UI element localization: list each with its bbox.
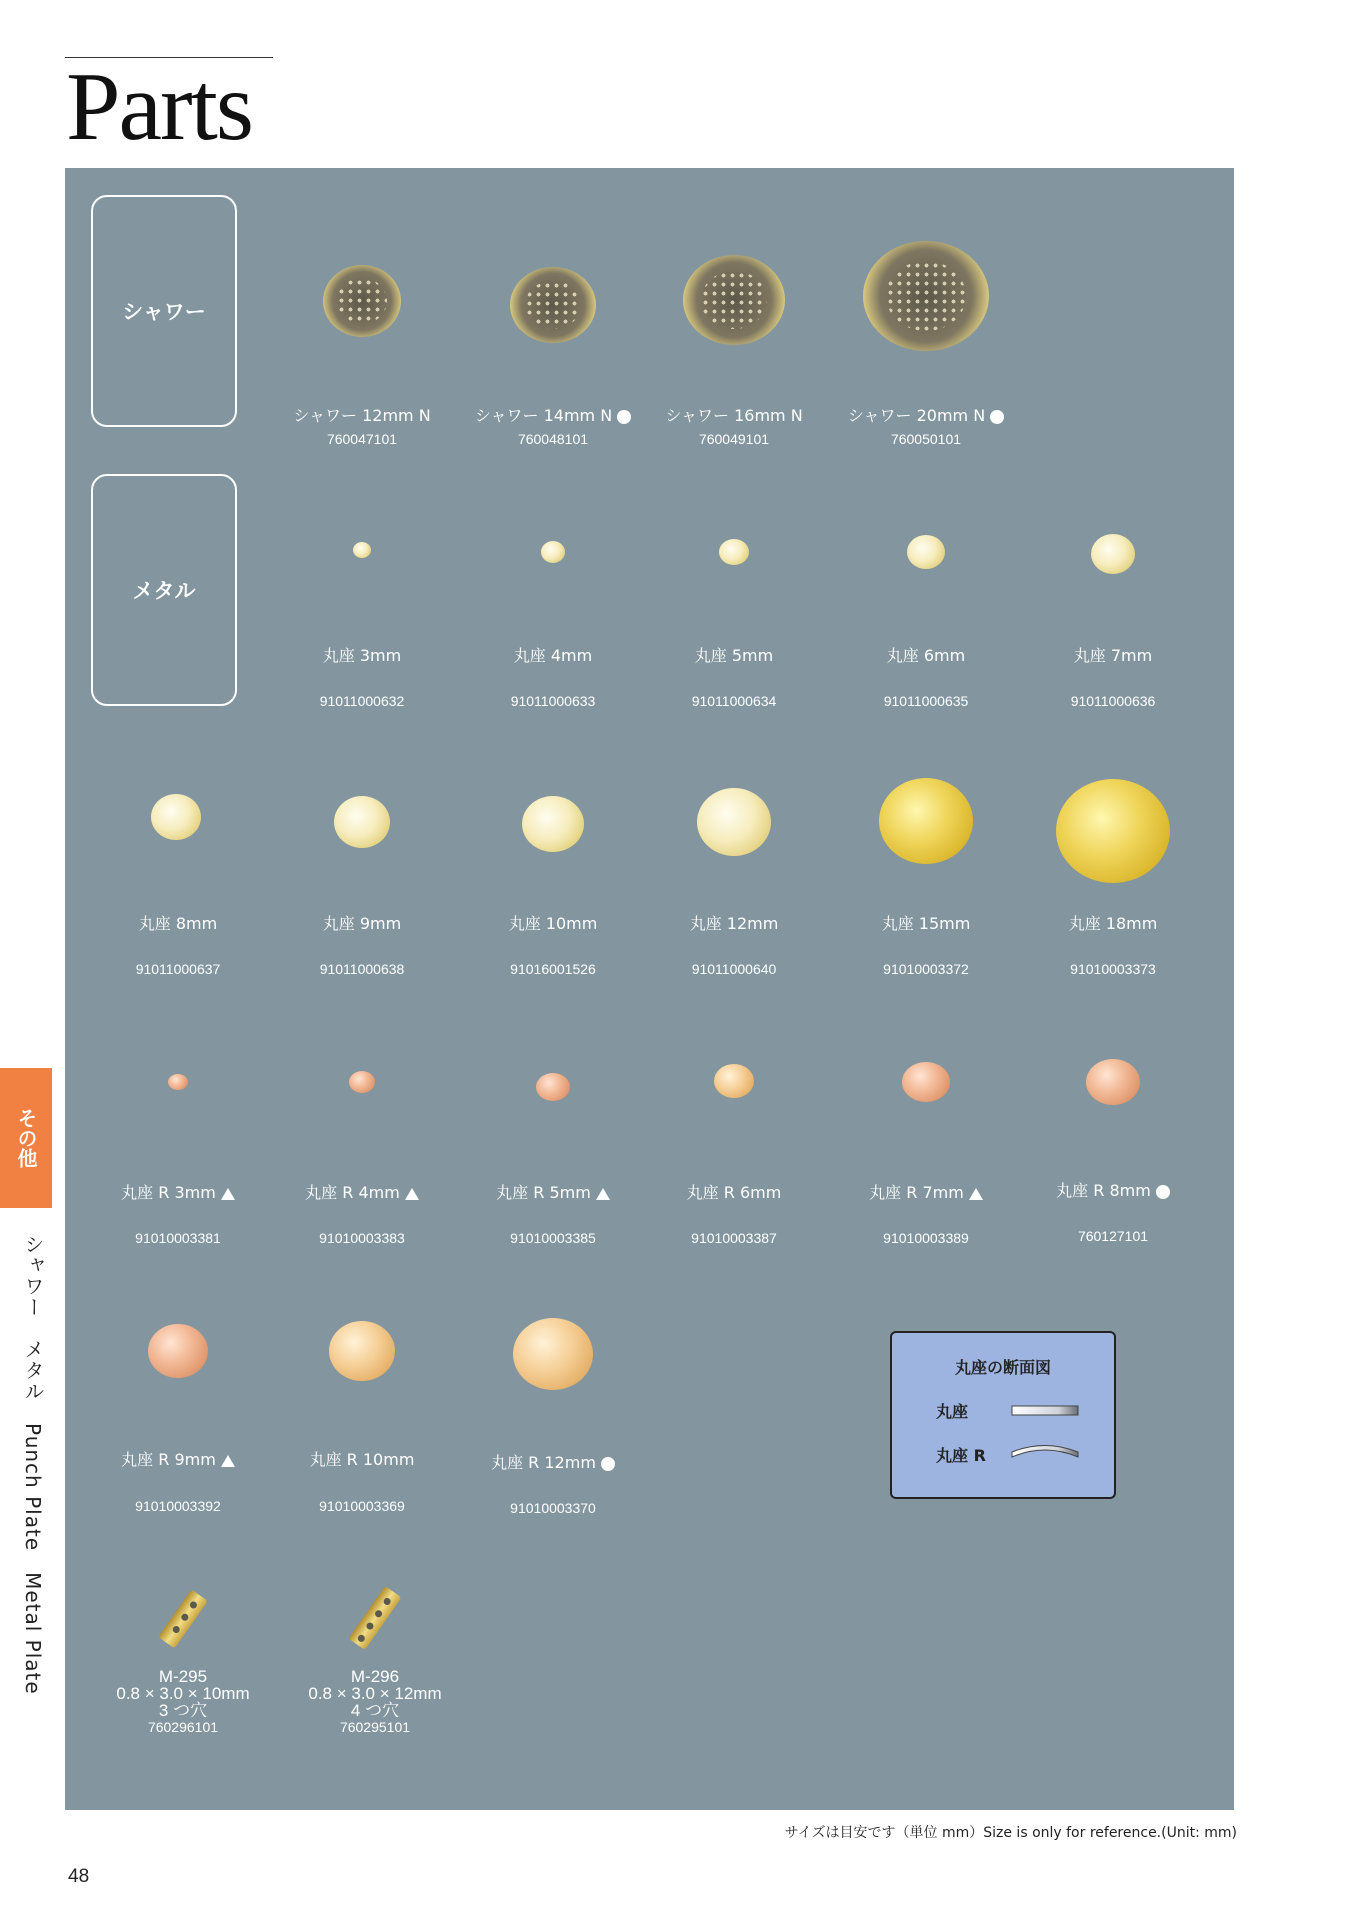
- metal-disc-image: [329, 1321, 395, 1381]
- page-title: Parts: [66, 53, 252, 161]
- product-name: 丸座 R 8mm: [1013, 1178, 1213, 1201]
- metal-disc-image: [541, 541, 565, 563]
- circle-mark-icon: [1156, 1185, 1170, 1199]
- product-name: 丸座 12mm: [689, 914, 779, 933]
- product-name: 丸座 6mm: [886, 646, 966, 665]
- category-shower-label: シャワー: [122, 300, 206, 324]
- product-name: 丸座 15mm: [881, 914, 971, 933]
- product-name: 丸座 18mm: [1068, 914, 1158, 933]
- metal-disc-image: [148, 1324, 208, 1378]
- product-code: 760048101: [517, 431, 589, 447]
- product-name: 丸座 R 10mm: [309, 1450, 415, 1469]
- curved-section-icon: [1010, 1443, 1082, 1463]
- metal-disc-image: [697, 788, 771, 856]
- parts-panel: [65, 168, 1234, 1810]
- product-name: シャワー 14mm N: [453, 403, 653, 426]
- shower-image: [863, 241, 989, 351]
- product-code: 91010003381: [135, 1230, 221, 1246]
- product-code: 760047101: [326, 431, 398, 447]
- product-name: 丸座 R 6mm: [686, 1183, 782, 1202]
- product-code: 91011000632: [319, 693, 405, 709]
- product-description: [275, 1668, 475, 1736]
- metal-disc-image: [714, 1064, 754, 1098]
- product-code: 91011000640: [691, 961, 777, 977]
- triangle-mark-icon: [405, 1188, 419, 1200]
- product-code: 91011000636: [1070, 693, 1156, 709]
- product-name: 丸座 7mm: [1073, 646, 1153, 665]
- product-name: シャワー 20mm N: [826, 403, 1026, 426]
- legend-title: 丸座の断面図: [954, 1358, 1051, 1377]
- shower-image: [323, 265, 401, 337]
- product-name: 丸座 R 9mm: [78, 1447, 278, 1470]
- circle-mark-icon: [601, 1457, 615, 1471]
- product-name: シャワー 16mm N: [665, 406, 803, 425]
- legend-curved-label: 丸座 R: [936, 1446, 986, 1465]
- product-code: 91010003373: [1070, 961, 1156, 977]
- product-name: 丸座 5mm: [694, 646, 774, 665]
- size-footnote: サイズは目安です（単位 mm）Size is only for reference.(Unit: mm): [784, 1825, 1237, 1841]
- product-code: 91011000638: [319, 961, 405, 977]
- product-code: 91010003387: [691, 1230, 777, 1246]
- metal-disc-image: [522, 796, 584, 852]
- metal-disc-image: [353, 542, 371, 558]
- product-name: シャワー 12mm N: [293, 406, 431, 425]
- metal-disc-image: [151, 794, 201, 840]
- metal-disc-image: [719, 539, 749, 565]
- product-name: 丸座 R 7mm: [826, 1180, 1026, 1203]
- metal-disc-image: [1056, 779, 1170, 883]
- product-name: 丸座 4mm: [513, 646, 593, 665]
- circle-mark-icon: [617, 410, 631, 424]
- product-code: 91010003369: [319, 1498, 405, 1514]
- category-shower: [91, 195, 237, 427]
- section-index-text: シャワー メタル Punch Plate Metal Plate: [21, 1234, 45, 1695]
- page-number: 48: [68, 1866, 90, 1887]
- metal-disc-image: [907, 535, 945, 569]
- metal-disc-image: [879, 778, 973, 864]
- metal-disc-image: [334, 796, 390, 848]
- product-name: 丸座 8mm: [138, 914, 218, 933]
- product-code: 91010003392: [135, 1498, 221, 1514]
- product-model: M-295: [158, 1667, 208, 1686]
- product-model: M-296: [350, 1667, 400, 1686]
- product-name: 丸座 3mm: [322, 646, 402, 665]
- product-code: 91011000635: [883, 693, 969, 709]
- triangle-mark-icon: [221, 1455, 235, 1467]
- product-code: 91010003372: [883, 961, 969, 977]
- product-size: 0.8 × 3.0 × 10mm: [116, 1684, 250, 1703]
- metal-disc-image: [349, 1071, 375, 1093]
- triangle-mark-icon: [221, 1188, 235, 1200]
- punch-plate-image: [348, 1586, 401, 1650]
- product-code: 91016001526: [510, 961, 596, 977]
- triangle-mark-icon: [969, 1188, 983, 1200]
- circle-mark-icon: [990, 410, 1004, 424]
- metal-disc-image: [1086, 1059, 1140, 1105]
- product-code: 760295101: [339, 1719, 411, 1735]
- triangle-mark-icon: [596, 1188, 610, 1200]
- product-name: 丸座 R 12mm: [453, 1450, 653, 1473]
- product-code: 91010003383: [319, 1230, 405, 1246]
- product-name: 丸座 R 5mm: [453, 1180, 653, 1203]
- product-code: 760049101: [698, 431, 770, 447]
- section-tab[interactable]: その他: [0, 1068, 52, 1208]
- flat-section-icon: [1010, 1403, 1082, 1419]
- metal-disc-image: [168, 1074, 188, 1090]
- legend-flat-label: 丸座: [936, 1402, 969, 1421]
- metal-disc-image: [1091, 534, 1135, 574]
- product-code: 91011000637: [135, 961, 221, 977]
- metal-disc-image: [902, 1062, 950, 1102]
- product-description: [83, 1668, 283, 1736]
- product-name: 丸座 10mm: [508, 914, 598, 933]
- metal-disc-image: [536, 1073, 570, 1101]
- category-metal: [91, 474, 237, 706]
- shower-image: [683, 255, 785, 345]
- product-code: 760296101: [147, 1719, 219, 1735]
- shower-image: [510, 267, 596, 343]
- product-name: 丸座 R 4mm: [262, 1180, 462, 1203]
- product-code: 91011000634: [691, 693, 777, 709]
- metal-disc-image: [513, 1318, 593, 1390]
- cross-section-legend: [890, 1331, 1116, 1499]
- product-code: 91010003370: [510, 1500, 596, 1516]
- category-metal-label: メタル: [132, 579, 196, 603]
- punch-plate-image: [158, 1590, 208, 1649]
- product-name: 丸座 R 3mm: [78, 1180, 278, 1203]
- product-code: 760127101: [1077, 1228, 1149, 1244]
- product-name: 丸座 9mm: [322, 914, 402, 933]
- product-code: 760050101: [890, 431, 962, 447]
- product-holes: 4 つ穴: [350, 1701, 400, 1720]
- product-holes: 3 つ穴: [158, 1701, 208, 1720]
- product-code: 91010003389: [883, 1230, 969, 1246]
- product-code: 91011000633: [510, 693, 596, 709]
- product-code: 91010003385: [510, 1230, 596, 1246]
- product-size: 0.8 × 3.0 × 12mm: [308, 1684, 442, 1703]
